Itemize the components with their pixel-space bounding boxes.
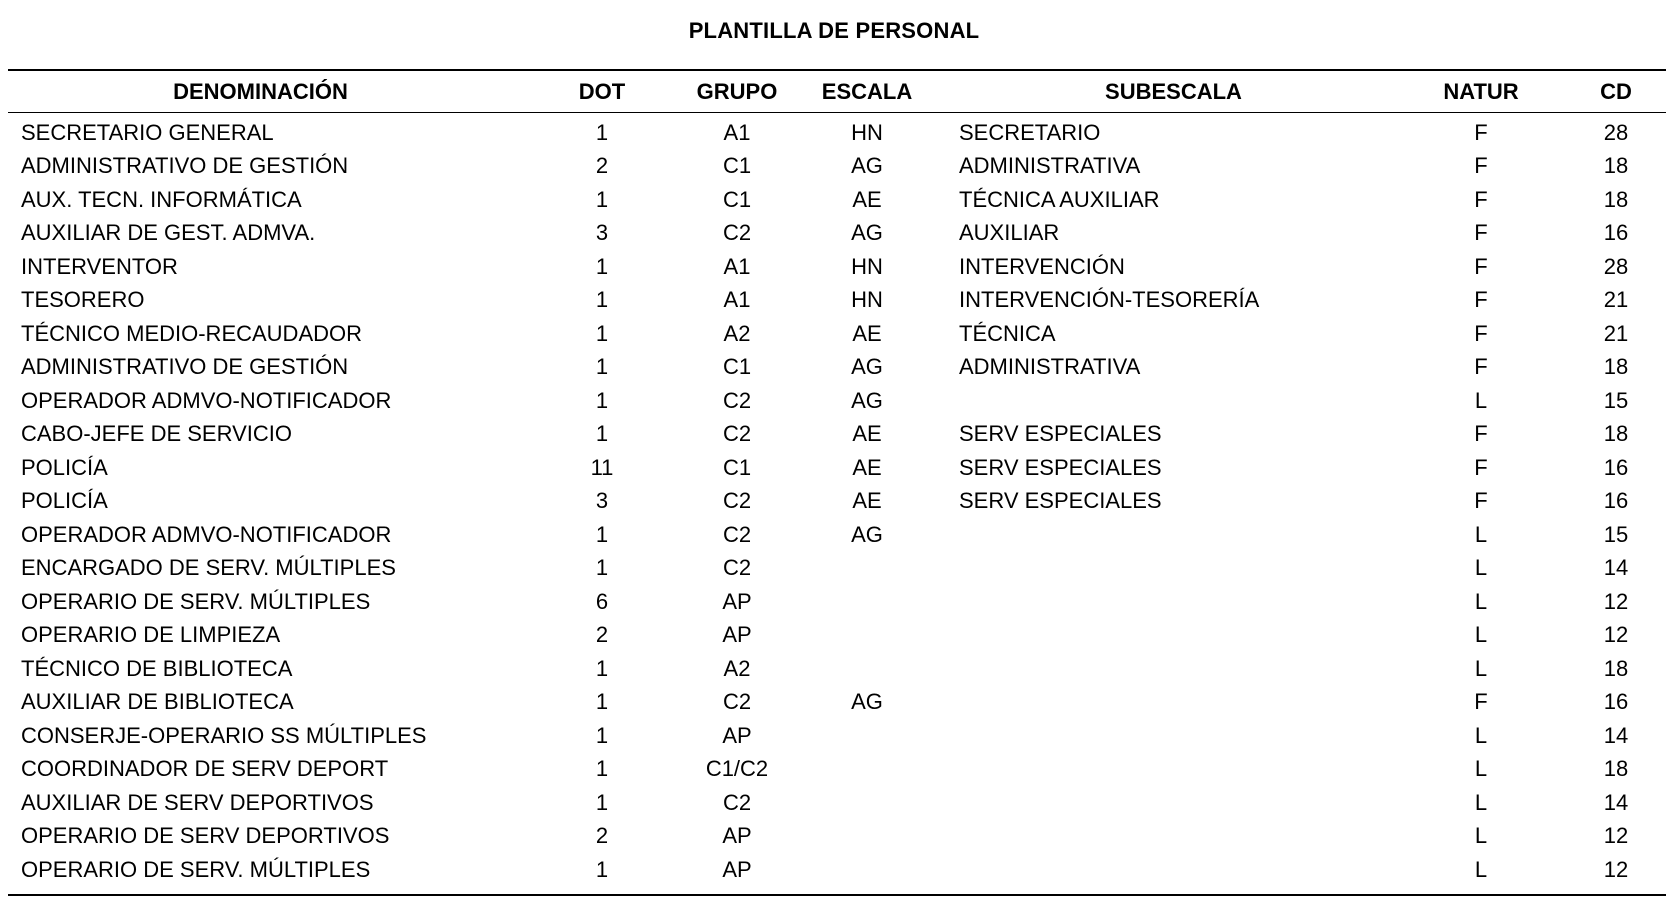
- cell-cd: 16: [1603, 689, 1629, 715]
- cell-denominacion: CONSERJE-OPERARIO SS MÚLTIPLES: [21, 722, 427, 748]
- header-grupo: GRUPO: [696, 78, 778, 104]
- cell-escala: HN: [851, 119, 883, 145]
- cell-natur: F: [1474, 119, 1488, 145]
- cell-escala: [783, 585, 951, 619]
- cell-subescala: [951, 719, 1396, 753]
- cell-denominacion: COORDINADOR DE SERV DEPORT: [21, 756, 389, 782]
- cell-escala: AG: [851, 220, 883, 246]
- cell-natur: L: [1474, 756, 1488, 782]
- cell-grupo: C2: [722, 421, 752, 447]
- cell-subescala: [951, 518, 1396, 552]
- cell-natur: L: [1474, 856, 1488, 882]
- cell-grupo: C1: [722, 153, 752, 179]
- header-cd: CD: [1600, 78, 1632, 104]
- cell-cd: 15: [1603, 521, 1629, 547]
- header-dot: DOT: [578, 78, 626, 104]
- cell-denominacion: OPERADOR ADMVO-NOTIFICADOR: [21, 521, 392, 547]
- cell-denominacion: POLICÍA: [21, 454, 108, 480]
- table-row: [8, 686, 1666, 720]
- cell-dot: 1: [595, 287, 609, 313]
- cell-subescala: [951, 652, 1396, 686]
- cell-denominacion: AUX. TECN. INFORMÁTICA: [21, 186, 302, 212]
- cell-cd: 21: [1603, 320, 1629, 346]
- cell-dot: 1: [595, 320, 609, 346]
- cell-subescala: ADMINISTRATIVA: [959, 153, 1141, 179]
- cell-subescala: TÉCNICA AUXILIAR: [959, 186, 1160, 212]
- table-row: [8, 217, 1666, 251]
- table-row: [8, 786, 1666, 820]
- cell-dot: 1: [595, 253, 609, 279]
- cell-grupo: AP: [722, 588, 752, 614]
- cell-grupo: C2: [722, 789, 752, 815]
- cell-denominacion: TESORERO: [21, 287, 145, 313]
- cell-denominacion: TÉCNICO MEDIO-RECAUDADOR: [21, 320, 363, 346]
- cell-grupo: C1: [722, 186, 752, 212]
- cell-subescala: [951, 619, 1396, 653]
- cell-subescala: [951, 552, 1396, 586]
- page-title: PLANTILLA DE PERSONAL: [688, 18, 980, 43]
- table-row: [8, 451, 1666, 485]
- cell-natur: L: [1474, 722, 1488, 748]
- cell-natur: L: [1474, 588, 1488, 614]
- cell-denominacion: ADMINISTRATIVO DE GESTIÓN: [21, 153, 349, 179]
- cell-cd: 18: [1603, 153, 1629, 179]
- table-row: [8, 250, 1666, 284]
- cell-escala: [783, 652, 951, 686]
- cell-escala: AE: [852, 186, 882, 212]
- cell-dot: 1: [595, 722, 609, 748]
- cell-escala: [783, 753, 951, 787]
- cell-cd: 12: [1603, 588, 1629, 614]
- cell-grupo: A2: [723, 655, 751, 681]
- cell-cd: 18: [1603, 756, 1629, 782]
- cell-natur: F: [1474, 253, 1488, 279]
- cell-denominacion: POLICÍA: [21, 488, 108, 514]
- cell-denominacion: ADMINISTRATIVO DE GESTIÓN: [21, 354, 349, 380]
- cell-dot: 1: [595, 421, 609, 447]
- cell-denominacion: OPERARIO DE SERV. MÚLTIPLES: [21, 588, 371, 614]
- cell-grupo: C2: [722, 689, 752, 715]
- cell-dot: 6: [595, 588, 609, 614]
- table-row: [8, 384, 1666, 418]
- cell-cd: 12: [1603, 622, 1629, 648]
- table-row: [8, 485, 1666, 519]
- cell-dot: 1: [595, 655, 609, 681]
- cell-grupo: C1: [722, 354, 752, 380]
- cell-dot: 11: [590, 454, 614, 480]
- table-row: [8, 820, 1666, 854]
- cell-grupo: A2: [723, 320, 751, 346]
- cell-natur: L: [1474, 622, 1488, 648]
- cell-denominacion: OPERADOR ADMVO-NOTIFICADOR: [21, 387, 392, 413]
- cell-grupo: AP: [722, 622, 752, 648]
- cell-subescala: [951, 686, 1396, 720]
- cell-dot: 1: [595, 387, 609, 413]
- cell-escala: HN: [851, 287, 883, 313]
- cell-natur: F: [1474, 320, 1488, 346]
- cell-escala: AE: [852, 488, 882, 514]
- cell-subescala: [951, 753, 1396, 787]
- cell-subescala: [951, 786, 1396, 820]
- cell-subescala: [951, 585, 1396, 619]
- cell-escala: AE: [852, 421, 882, 447]
- cell-grupo: C2: [722, 387, 752, 413]
- cell-escala: AG: [851, 153, 883, 179]
- cell-dot: 2: [595, 153, 609, 179]
- cell-subescala: [951, 384, 1396, 418]
- header-escala: ESCALA: [821, 78, 913, 104]
- cell-denominacion: SECRETARIO GENERAL: [21, 119, 274, 145]
- cell-escala: [783, 619, 951, 653]
- cell-cd: 18: [1603, 354, 1629, 380]
- table-row: [8, 652, 1666, 686]
- cell-natur: F: [1474, 186, 1488, 212]
- cell-denominacion: AUXILIAR DE GEST. ADMVA.: [21, 220, 316, 246]
- cell-dot: 3: [595, 488, 609, 514]
- table-bottom-rule: [8, 894, 1666, 896]
- cell-denominacion: OPERARIO DE SERV. MÚLTIPLES: [21, 856, 371, 882]
- cell-natur: F: [1474, 354, 1488, 380]
- cell-escala: AE: [852, 320, 882, 346]
- table-row: [8, 719, 1666, 753]
- cell-escala: [783, 719, 951, 753]
- cell-natur: L: [1474, 521, 1488, 547]
- table-row: [8, 753, 1666, 787]
- cell-dot: 1: [595, 354, 609, 380]
- cell-subescala: INTERVENCIÓN-TESORERÍA: [959, 287, 1260, 313]
- cell-cd: 15: [1603, 387, 1629, 413]
- cell-dot: 1: [595, 521, 609, 547]
- table-row: [8, 284, 1666, 318]
- cell-grupo: AP: [722, 856, 752, 882]
- cell-natur: F: [1474, 488, 1488, 514]
- cell-grupo: AP: [722, 722, 752, 748]
- header-subescala: SUBESCALA: [1105, 78, 1242, 104]
- cell-escala: AG: [851, 689, 883, 715]
- cell-escala: AE: [852, 454, 882, 480]
- cell-grupo: C1: [722, 454, 752, 480]
- cell-denominacion: CABO-JEFE DE SERVICIO: [21, 421, 292, 447]
- cell-denominacion: OPERARIO DE SERV DEPORTIVOS: [21, 823, 390, 849]
- cell-dot: 1: [595, 856, 609, 882]
- cell-dot: 2: [595, 622, 609, 648]
- cell-grupo: C2: [722, 521, 752, 547]
- table-row: [8, 351, 1666, 385]
- table-body: [8, 112, 1666, 887]
- cell-natur: F: [1474, 220, 1488, 246]
- cell-escala: [783, 552, 951, 586]
- cell-subescala: ADMINISTRATIVA: [959, 354, 1141, 380]
- cell-denominacion: OPERARIO DE LIMPIEZA: [21, 622, 281, 648]
- cell-denominacion: AUXILIAR DE BIBLIOTECA: [21, 689, 294, 715]
- cell-natur: F: [1474, 454, 1488, 480]
- cell-subescala: INTERVENCIÓN: [959, 253, 1125, 279]
- staff-table: [8, 71, 1666, 887]
- cell-natur: L: [1474, 387, 1488, 413]
- cell-grupo: C2: [722, 488, 752, 514]
- cell-grupo: C2: [722, 555, 752, 581]
- table-row: [8, 150, 1666, 184]
- cell-dot: 1: [595, 789, 609, 815]
- cell-subescala: SECRETARIO: [959, 119, 1101, 145]
- cell-cd: 28: [1603, 253, 1629, 279]
- cell-dot: 1: [595, 186, 609, 212]
- table-row: [8, 619, 1666, 653]
- table-row: [8, 112, 1666, 150]
- cell-natur: L: [1474, 655, 1488, 681]
- cell-denominacion: ENCARGADO DE SERV. MÚLTIPLES: [21, 555, 396, 581]
- cell-escala: AG: [851, 387, 883, 413]
- table-header-row: [8, 71, 1666, 112]
- cell-dot: 1: [595, 689, 609, 715]
- cell-grupo: C2: [722, 220, 752, 246]
- cell-escala: [783, 820, 951, 854]
- cell-cd: 16: [1603, 488, 1629, 514]
- cell-escala: AG: [851, 354, 883, 380]
- cell-dot: 2: [595, 823, 609, 849]
- cell-cd: 18: [1603, 421, 1629, 447]
- cell-subescala: [951, 853, 1396, 887]
- cell-natur: F: [1474, 689, 1488, 715]
- cell-escala: [783, 786, 951, 820]
- header-denominacion: DENOMINACIÓN: [173, 78, 348, 104]
- cell-natur: L: [1474, 789, 1488, 815]
- cell-cd: 12: [1603, 823, 1629, 849]
- cell-cd: 14: [1603, 555, 1629, 581]
- cell-grupo: A1: [723, 253, 751, 279]
- table-row: [8, 552, 1666, 586]
- cell-dot: 1: [595, 119, 609, 145]
- cell-subescala: TÉCNICA: [959, 320, 1056, 346]
- cell-subescala: SERV ESPECIALES: [959, 454, 1162, 480]
- cell-subescala: SERV ESPECIALES: [959, 488, 1162, 514]
- cell-denominacion: INTERVENTOR: [21, 253, 178, 279]
- cell-subescala: AUXILIAR: [959, 220, 1060, 246]
- cell-dot: 3: [595, 220, 609, 246]
- cell-dot: 1: [595, 756, 609, 782]
- cell-escala: [783, 853, 951, 887]
- cell-natur: L: [1474, 823, 1488, 849]
- cell-natur: L: [1474, 555, 1488, 581]
- cell-subescala: [951, 820, 1396, 854]
- cell-cd: 16: [1603, 454, 1629, 480]
- cell-cd: 18: [1603, 186, 1629, 212]
- cell-dot: 1: [595, 555, 609, 581]
- cell-escala: AG: [851, 521, 883, 547]
- cell-grupo: AP: [722, 823, 752, 849]
- cell-denominacion: AUXILIAR DE SERV DEPORTIVOS: [21, 789, 374, 815]
- table-row: [8, 518, 1666, 552]
- table-row: [8, 183, 1666, 217]
- cell-subescala: SERV ESPECIALES: [959, 421, 1162, 447]
- cell-escala: HN: [851, 253, 883, 279]
- cell-cd: 12: [1603, 856, 1629, 882]
- cell-grupo: A1: [723, 119, 751, 145]
- cell-cd: 14: [1603, 789, 1629, 815]
- cell-cd: 16: [1603, 220, 1629, 246]
- cell-denominacion: TÉCNICO DE BIBLIOTECA: [21, 655, 293, 681]
- table-row: [8, 585, 1666, 619]
- cell-cd: 21: [1603, 287, 1629, 313]
- cell-grupo: C1/C2: [705, 756, 769, 782]
- table-row: [8, 418, 1666, 452]
- cell-grupo: A1: [723, 287, 751, 313]
- cell-natur: F: [1474, 287, 1488, 313]
- cell-natur: F: [1474, 421, 1488, 447]
- header-natur: NATUR: [1443, 78, 1519, 104]
- table-row: [8, 853, 1666, 887]
- table-row: [8, 317, 1666, 351]
- cell-cd: 18: [1603, 655, 1629, 681]
- cell-cd: 14: [1603, 722, 1629, 748]
- cell-natur: F: [1474, 153, 1488, 179]
- cell-cd: 28: [1603, 119, 1629, 145]
